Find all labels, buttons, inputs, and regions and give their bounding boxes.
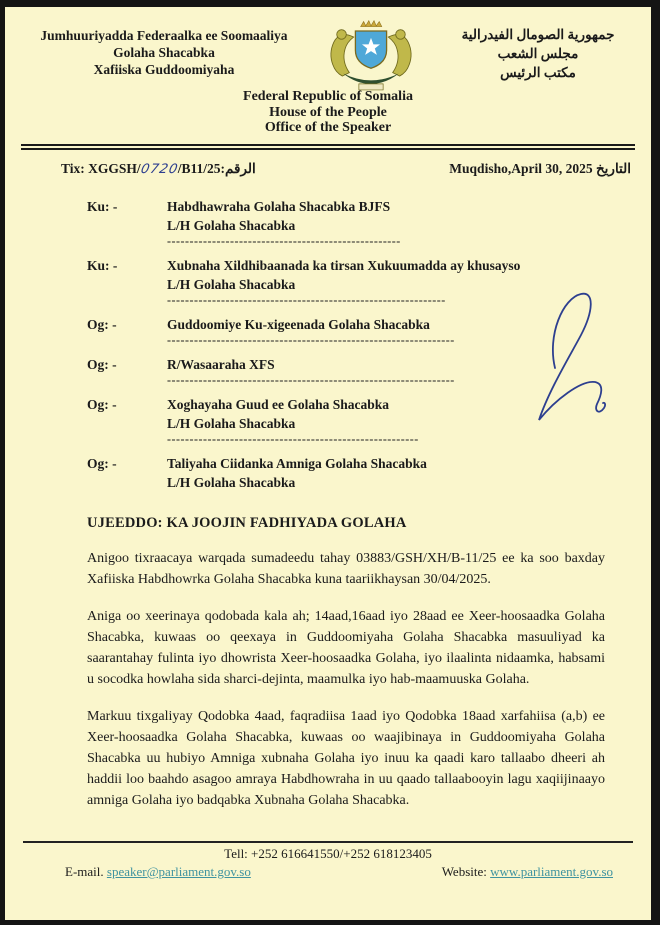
reference-prefix: Tix: XGGSH/ <box>61 160 141 176</box>
dashed-separator: -------------------------------------------------------------- <box>167 294 446 306</box>
recipient-content <box>167 454 427 492</box>
letterhead-line: Xafiiska Guddoomiyaha <box>93 62 235 77</box>
reference-row <box>5 150 651 177</box>
letterhead-line: House of the People <box>269 104 387 120</box>
dashed-separator: -------------------------------------------------------- <box>167 433 419 445</box>
dashed-separator: ---------------------------------------------------------------- <box>167 334 455 346</box>
footer-email <box>65 864 251 880</box>
letterhead-line: Golaha Shacabka <box>113 45 215 60</box>
recipient-content <box>167 355 455 386</box>
recipient-label: Og: - <box>87 396 117 412</box>
letterhead-line: Office of the Speaker <box>264 120 392 135</box>
recipient-row <box>87 355 627 386</box>
recipient-line: Guddoomiye Ku-xigeenada Golaha Shacabka <box>167 316 430 332</box>
recipient-row <box>87 197 627 247</box>
recipient-row <box>87 315 627 346</box>
letterhead-somali <box>35 27 293 78</box>
email-label: E-mail. <box>65 864 104 879</box>
letterhead <box>5 7 651 95</box>
recipient-content <box>167 315 455 346</box>
letter-body <box>5 532 651 811</box>
footer-divider <box>23 841 633 843</box>
recipient-content <box>167 256 520 306</box>
letterhead-line: مكتب الرئيس <box>500 65 576 80</box>
dashed-separator: ---------------------------------------------------------------- <box>167 374 455 386</box>
body-paragraph: Aniga oo xeerinaya qodobada kala ah; 14aad,16aad iyo 28aad ee Xeer-hoosaadka Golaha Shacabka, kuwaas oo qeexaya in Guddoomiyaha Golaha Shacabka masuuliyad ka saarantahay fulinta iyo dhowrista Xeer-hoosaadka Golaha, iyo ilaalinta nidaamka, habsami u socodka howlaha sida sharci-dejinta, maamulka iyo hab-maamuuska Golaha. <box>87 608 605 687</box>
website-link[interactable]: www.parliament.gov.so <box>490 864 613 879</box>
recipient-line: Habdhawraha Golaha Shacabka BJFS <box>167 198 391 214</box>
email-link[interactable]: speaker@parliament.gov.so <box>106 864 251 879</box>
recipient-label: Og: - <box>87 455 117 471</box>
letterhead-line: جمهورية الصومال الفيدرالية <box>461 27 615 42</box>
body-paragraph: Markuu tixgaliyay Qodobka 4aad, faqradiisa 1aad iyo Qodobka 18aad xarfahiisa (a,b) ee Xeer-hoosaadka Golaha Shacabka, kuwaas oo waajibinaya in Guddoomiyaha Golaha Shacabka uu hubiyo Amniga xubnaha Golaha iyo inuu ka qaadi karo tallaabo dheeri ah haddii loo baahdo asagoo amraya Habdhowraha in uu qaado tallaabooyin lagu xaqiijinaayo amniga Golaha iyo badqabka Xubnaha Golaha Shacabka. <box>87 708 605 808</box>
recipient-line: R/Wasaaraha XFS <box>167 356 275 372</box>
website-label: Website: <box>441 864 487 879</box>
letterhead-line: Federal Republic of Somalia <box>243 89 413 104</box>
reference-suffix: /B11/25: <box>177 160 226 176</box>
footer-telephone: Tell: +252 616641550/+252 618123405 <box>224 846 432 861</box>
somalia-coat-of-arms-icon <box>319 19 423 95</box>
emblem-container <box>311 19 431 95</box>
recipient-content <box>167 197 401 247</box>
handwritten-reference-number: 0720 <box>139 161 180 177</box>
footer-links <box>5 862 651 880</box>
letterhead-line: مجلس الشعب <box>497 46 579 61</box>
letterhead-english <box>5 89 651 136</box>
letterhead-arabic <box>449 25 627 82</box>
recipient-row <box>87 256 627 306</box>
recipient-label: Ku: - <box>87 257 118 273</box>
recipient-row <box>87 395 627 445</box>
date-line <box>449 161 631 177</box>
recipient-row <box>87 454 627 492</box>
recipient-label: Og: - <box>87 316 117 332</box>
recipients-list <box>87 197 627 501</box>
dashed-separator: ---------------------------------------------------- <box>167 235 401 247</box>
recipient-content <box>167 395 419 445</box>
recipient-label: Ku: - <box>87 198 118 214</box>
recipient-line: Xubnaha Xildhibaanada ka tirsan Xukuumadda ay khusayso <box>167 257 521 273</box>
recipient-line: L/H Golaha Shacabka <box>167 276 296 292</box>
recipient-label: Og: - <box>87 356 117 372</box>
recipient-line: L/H Golaha Shacabka <box>167 217 296 233</box>
recipient-line: L/H Golaha Shacabka <box>167 474 296 490</box>
recipient-line: Xoghayaha Guud ee Golaha Shacabka <box>167 396 390 412</box>
recipient-line: Taliyaha Ciidanka Amniga Golaha Shacabka <box>167 455 427 471</box>
body-paragraph: Anigoo tixraacaya warqada sumadeedu tahay 03883/GSH/XH/B-11/25 ee ka soo baxday Xafiiska Habdhowrka Golaha Shacabka kuna taariikhaysan 30/04/2025. <box>87 550 605 587</box>
reference-arabic-label: الرقم <box>225 160 256 176</box>
reference-number <box>61 161 256 177</box>
footer <box>5 841 651 920</box>
subject-line: UJEEDDO: KA JOOJIN FADHIYADA GOLAHA <box>87 514 407 531</box>
recipient-line: L/H Golaha Shacabka <box>167 415 296 431</box>
letterhead-line: Jumhuuriyadda Federaalka ee Soomaaliya <box>40 28 288 43</box>
footer-website <box>442 864 613 880</box>
date-text: Muqdisho,April 30, 2025 <box>449 160 593 176</box>
date-arabic-label: التاريخ <box>595 160 631 176</box>
